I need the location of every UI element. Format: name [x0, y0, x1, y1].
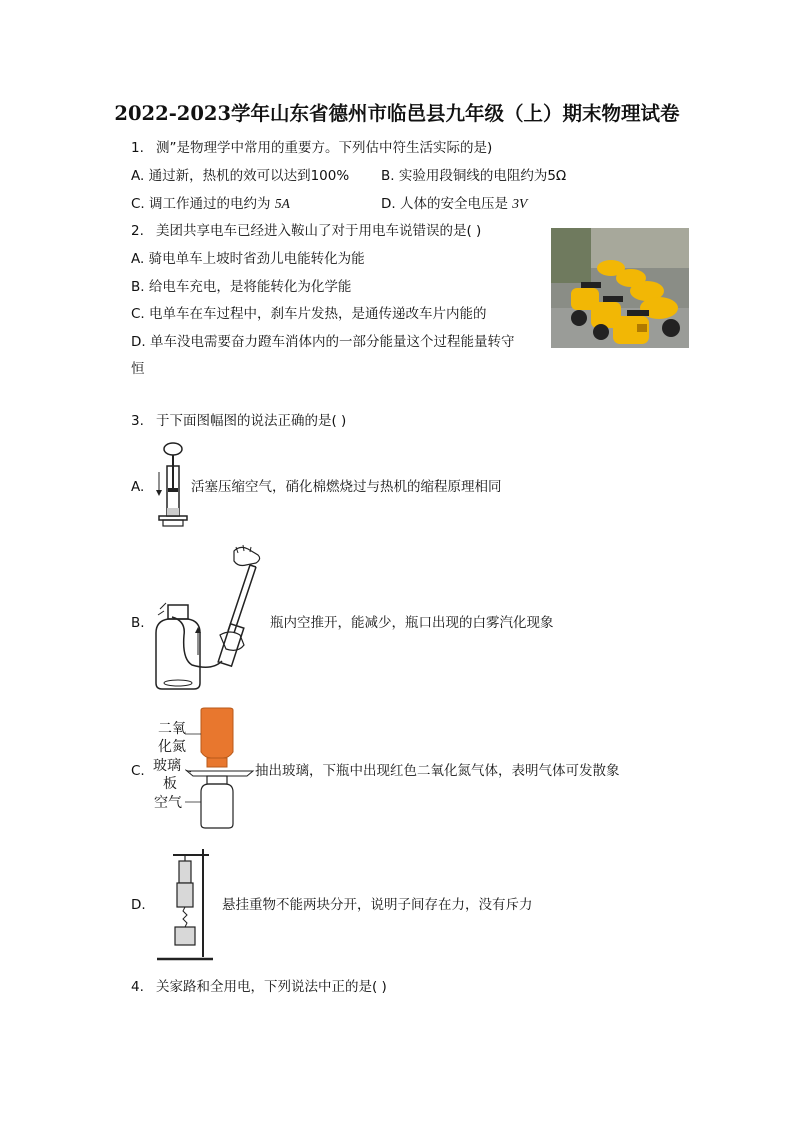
air-label: 空气: [154, 795, 182, 811]
q3-option-c-text: 抽出玻璃，下瓶中出现红色二氧化氮气体，表明气体可发散象: [255, 763, 620, 779]
q2-option-d-line1: D. 单车没电需要奋力蹬车消体内的一部分能量这个过程能量转守: [131, 334, 515, 350]
q1-option-b: B. 实验用段铜线的电阻约为5Ω: [381, 168, 567, 184]
q2-option-a: A. 骑电单车上坡时省劲儿电能转化为能: [131, 251, 365, 267]
q1-option-d: [381, 195, 527, 213]
q3-option-d-text: 悬挂重物不能两块分开，说明子间存在力，没有斥力: [222, 897, 533, 913]
q1-option-c-text: C. 调工作通过的电约为: [131, 196, 275, 212]
q2-option-c: C. 电单车在车过程中，刹车片发热，是通传递改车片内能的: [131, 306, 487, 322]
q1-stem: 测”是物理学中常用的重要方。下列估中符生活实际的是): [156, 140, 493, 156]
q1-option-a: A. 通过新，热机的效可以达到100%: [131, 168, 350, 184]
lead-cylinders-figure: [153, 843, 219, 963]
q3-option-b-text: 瓶内空推开，能减少，瓶口出现的白雾汽化现象: [270, 615, 554, 631]
q3-option-a-label: A.: [131, 479, 145, 495]
q1-option-d-text: D. 人体的安全电压是: [381, 196, 513, 212]
piston-compression-figure: [153, 442, 193, 530]
gas-diffusion-figure: [185, 706, 255, 830]
no2-label-line2: 化氮: [158, 739, 186, 755]
q3-option-a-text: 活塞压缩空气，硝化棉燃烧过与热机的缩程原理相同: [191, 479, 502, 495]
q3-number: 3.: [131, 413, 144, 429]
q4-stem: 关家路和全用电，下列说法中正的是( ): [156, 979, 387, 995]
glass-plate-label-line2: 板: [163, 776, 177, 792]
q1-number: 1.: [131, 140, 144, 156]
q3-stem: 于下面图幅图的说法正确的是( ): [156, 413, 347, 429]
glass-plate-label-line1: 玻璃: [153, 758, 181, 774]
q2-number: 2.: [131, 223, 144, 239]
no2-label-line1: 二氧: [158, 721, 186, 737]
q4-number: 4.: [131, 979, 144, 995]
q2-option-d-line2: 恒: [131, 361, 145, 377]
q1-option-c: [131, 195, 290, 213]
q2-ebike-photo: [551, 228, 689, 348]
q3-option-b-label: B.: [131, 615, 145, 631]
q2-stem: 美团共享电车已经进入鞍山了对于用电车说错误的是( ): [156, 223, 482, 239]
q1-option-c-unit: 5A: [274, 196, 290, 211]
q3-option-d-label: D.: [131, 897, 146, 913]
q2-option-b: B. 给电车充电，是将能转化为化学能: [131, 279, 352, 295]
bottle-pump-figure: [150, 543, 270, 693]
page-title: 2022-2023学年山东省德州市临邑县九年级（上）期末物理试卷: [114, 102, 680, 125]
q3-option-c-label: C.: [131, 763, 145, 779]
q1-option-d-unit: 3V: [512, 196, 528, 211]
